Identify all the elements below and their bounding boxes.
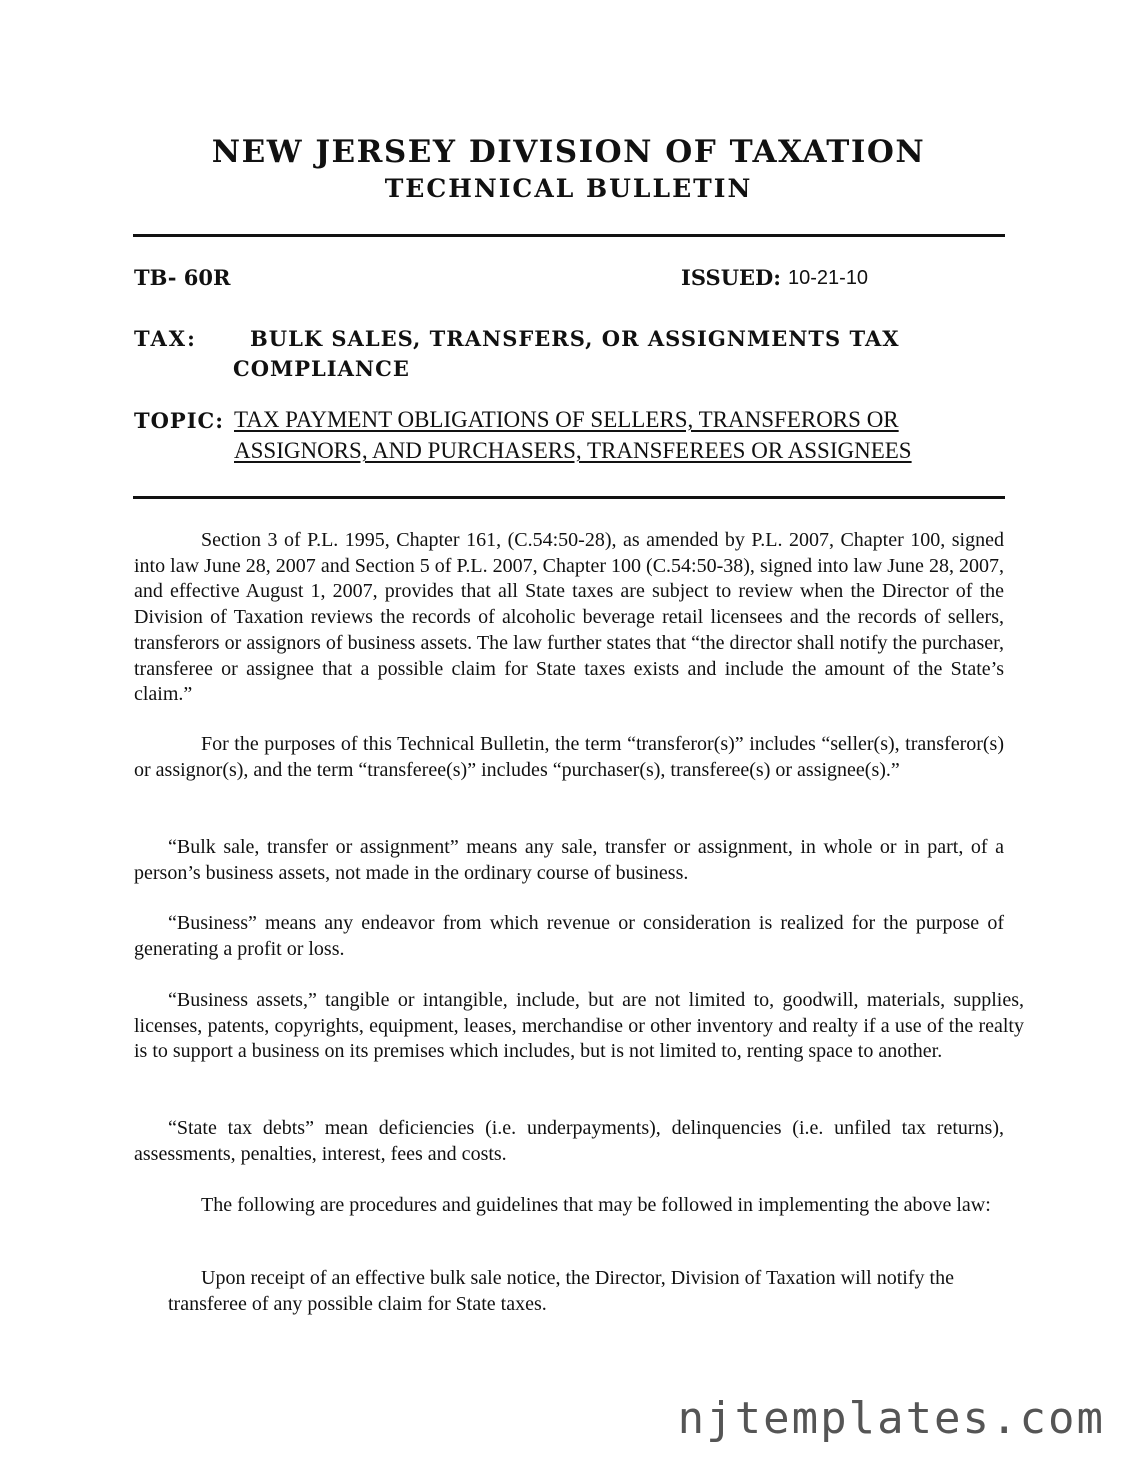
paragraph-state-tax-debts-definition: “State tax debts” mean deficiencies (i.e. underpayments), delinquencies (i.e. unfiled tax returns), assessments, penalties, interest, fees and costs. (134, 1117, 1004, 1165)
watermark: njtemplates.com (677, 1393, 1105, 1444)
top-divider (133, 234, 1005, 237)
topic-label: TOPIC: (134, 408, 224, 433)
tax-value-line1: BULK SALES, TRANSFERS, OR ASSIGNMENTS TAX (250, 326, 900, 351)
topic-value (234, 404, 912, 466)
paragraph-business-definition: “Business” means any endeavor from which revenue or consideration is realized for the purpose of generating a profit or loss. (134, 912, 1004, 960)
topic-value-line1: TAX PAYMENT OBLIGATIONS OF SELLERS, TRANSFERORS OR (234, 407, 899, 432)
paragraph-bulk-sale-definition: “Bulk sale, transfer or assignment” means any sale, transfer or assignment, in whole or in part, of a person’s business assets, not made in the ordinary course of business. (134, 836, 1004, 884)
issued-label: ISSUED: (681, 265, 781, 290)
paragraph-business-assets-definition: “Business assets,” tangible or intangible, include, but are not limited to, goodwill, materials, supplies, licenses, patents, copyrights, equipment, leases, merchandise or other inventory and realty if a use of the realty is to support a business on its premises which includes, but is not limited to, renting space to another. (134, 989, 1024, 1063)
issued-date: 10-21-10 (788, 267, 869, 289)
tax-label: TAX: (134, 326, 197, 351)
tax-value (233, 324, 933, 384)
paragraph-statute: Section 3 of P.L. 1995, Chapter 161, (C.54:50-28), as amended by P.L. 2007, Chapter 100, signed into law June 28, 2007 and Section 5 of P.L. 2007, Chapter 100 (C.54:50-38), signed into law June 28, 2007, and effective August 1, 2007, provides that all State taxes are subject to review when the Director of the Division of Taxation reviews the records of alcoholic beverage retail licensees and the records of sellers, transferors or assignors of business assets. The law further states that “the director shall notify the purchaser, transferee or assignee that a possible claim for State taxes exists and include the amount of the State’s claim.” (134, 529, 1004, 706)
paragraph-notice-procedure: Upon receipt of an effective bulk sale notice, the Director, Division of Taxation will notify the transferee of any possible claim for State taxes. (168, 1267, 954, 1315)
document-title: NEW JERSEY DIVISION OF TAXATION (211, 134, 926, 170)
tax-value-line2: COMPLIANCE (233, 356, 410, 381)
paragraph-procedures-intro: The following are procedures and guidelines that may be followed in implementing the above law: (201, 1194, 991, 1216)
topic-value-line2: ASSIGNORS, AND PURCHASERS, TRANSFEREES OR ASSIGNEES (234, 438, 912, 463)
document-subtitle: TECHNICAL BULLETIN (384, 174, 753, 203)
paragraph-definitions-intro: For the purposes of this Technical Bulletin, the term “transferor(s)” includes “seller(s), transferor(s) or assignor(s), and the term “transferee(s)” includes “purchaser(s), transferee(s) or assignee(s).” (134, 733, 1004, 781)
bulletin-number: TB- 60R (134, 265, 231, 290)
bottom-divider (133, 496, 1005, 499)
